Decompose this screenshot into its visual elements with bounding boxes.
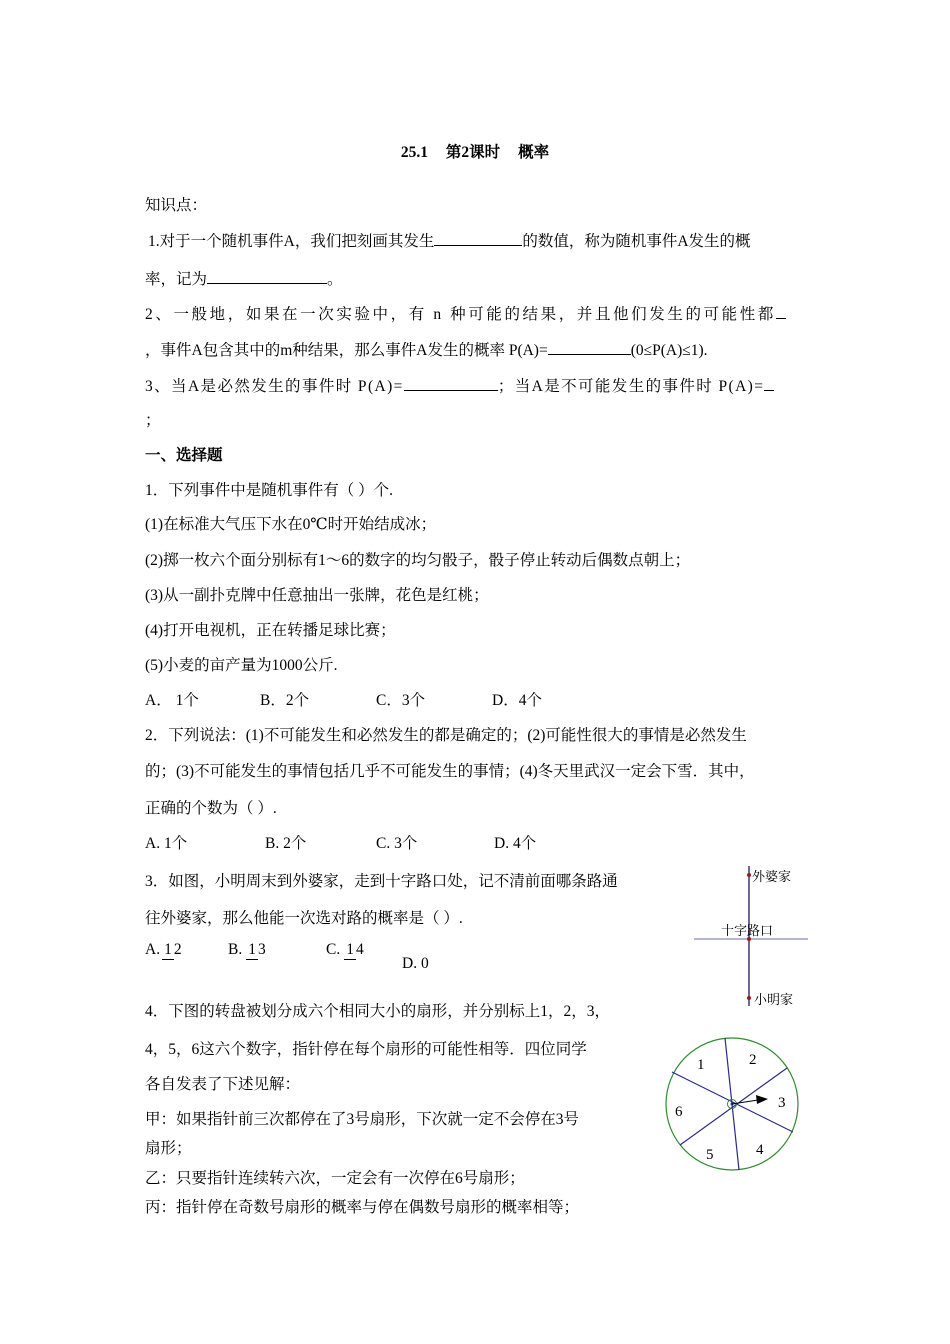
q3-option-a[interactable] [145,940,182,960]
sector-label-3: 3 [778,1095,786,1111]
spinner-graphic [660,1032,810,1178]
denominator: 4 [355,940,364,958]
text: 的数值，称为随机事件A发生的概 [522,233,751,250]
q1-option-d[interactable]: D．4个 [492,692,542,709]
numerator: 1 [346,940,354,958]
q1-option-c[interactable]: C．3个 [376,692,426,709]
q1-item-5: (5)小麦的亩产量为1000公斤. [145,657,338,674]
xiaoming-home-label: 小明家 [754,993,794,1008]
title-lesson: 第2课时 [445,144,501,161]
fill-blank[interactable] [776,303,786,319]
grandma-home-label: 外婆家 [752,870,792,885]
text: 1.对于一个随机事件A，我们把刻画其发生 [148,233,435,250]
option-label: A. [145,941,161,958]
option-label: C. [326,941,341,958]
q1-item-1: (1)在标准大气压下水在0℃时开始结成冰； [145,516,437,533]
knowledge-p1-line2 [145,268,343,290]
denominator: 2 [173,940,182,958]
q1-item-4: (4)打开电视机，正在转播足球比赛； [145,622,396,639]
knowledge-p1-line1 [148,230,751,252]
numerator: 1 [248,940,256,958]
sector-label-4: 4 [756,1142,764,1158]
q3-line-1: 3．如图，小明周末到外婆家，走到十字路口处，记不清前面哪条路通 [145,873,618,890]
q4-line-3: 各自发表了下述见解： [145,1076,301,1093]
fill-blank[interactable] [434,230,522,246]
title-section: 25.1 [400,144,429,161]
q1-option-b[interactable]: B．2个 [260,692,310,709]
q4-opinion-jia-1: 甲：如果指针前三次都停在了3号扇形，下次就一定不会停在3号 [145,1111,580,1128]
q3-option-b[interactable] [228,940,266,960]
knowledge-p2-line1 [145,303,786,325]
crossroad-label: 十字路口 [721,924,774,939]
q2-option-a[interactable]: A. 1个 [145,835,188,852]
q3-option-d[interactable]: D. 0 [402,955,429,972]
spinner-diagram [660,1032,810,1178]
numerator: 1 [164,940,172,958]
text: ；当A是不可能发生的事件时 P(A)= [497,378,765,395]
q1-item-3: (3)从一副扑克牌中任意抽出一张牌，花色是红桃； [145,587,489,604]
q4-opinion-bing: 丙：指针停在奇数号扇形的概率与停在偶数号扇形的概率相等； [145,1199,580,1216]
crossroad-diagram [690,860,820,1010]
knowledge-p3-line1 [145,375,774,397]
sector-label-5: 5 [706,1147,714,1163]
q2-line-2: 的；(3)不可能发生的事情包括几乎不可能发生的事情；(4)冬天里武汉一定会下雪．其中， [145,763,755,780]
q2-line-3: 正确的个数为（ ）. [145,800,277,817]
fraction [344,941,364,960]
knowledge-heading: 知识点： [145,197,208,214]
fill-blank[interactable] [548,339,631,355]
text: ，事件A包含其中的m种结果，那么事件A发生的概率 P(A)= [145,342,548,359]
option-label: B. [228,941,243,958]
sector-label-1: 1 [697,1057,705,1073]
fill-blank[interactable] [207,268,327,284]
text: 率，记为 [145,271,208,288]
knowledge-p2-line2 [145,339,708,361]
q2-option-c[interactable]: C. 3个 [376,835,418,852]
q1-option-a[interactable]: A． 1个 [145,692,199,709]
q4-opinion-jia-2: 扇形； [145,1140,192,1157]
text: 2、一般地，如果在一次实验中，有 n 种可能的结果，并且他们发生的可能性都 [145,306,776,323]
fraction [162,941,182,960]
q1-item-2: (2)掷一枚六个面分别标有1～6的数字的均匀骰子，骰子停止转动后偶数点朝上； [145,552,691,569]
q3-line-2: 往外婆家，那么他能一次选对路的概率是（ ）. [145,910,463,927]
text: (0≤P(A)≤1). [630,342,708,359]
q4-line-1: 4．下图的转盘被划分成六个相同大小的扇形，并分别标上1，2，3， [145,1003,611,1020]
fill-blank[interactable] [404,375,498,391]
knowledge-p3-line2: ； [145,412,161,429]
denominator: 3 [257,940,266,958]
page-title [0,140,950,162]
q2-option-b[interactable]: B. 2个 [265,835,307,852]
q4-opinion-yi: 乙：只要指针连续转六次，一定会有一次停在6号扇形； [145,1170,525,1187]
title-topic: 概率 [518,144,550,161]
sector-label-2: 2 [749,1052,757,1068]
q1-stem: 1．下列事件中是随机事件有（ ）个. [145,482,394,499]
text: 。 [327,271,343,288]
q3-option-c[interactable] [326,940,364,960]
q2-option-d[interactable]: D. 4个 [494,835,537,852]
fraction [246,941,266,960]
text: 3、当A是必然发生的事件时 P(A)= [145,378,404,395]
q4-line-2: 4，5，6这六个数字，指针停在每个扇形的可能性相等．四位同学 [145,1041,587,1058]
section-heading: 一、选择题 [145,447,223,464]
q2-line-1: 2．下列说法：(1)不可能发生和必然发生的都是确定的；(2)可能性很大的事情是必然发生 [145,727,747,744]
sector-label-6: 6 [675,1104,683,1120]
fill-blank[interactable] [764,375,774,391]
